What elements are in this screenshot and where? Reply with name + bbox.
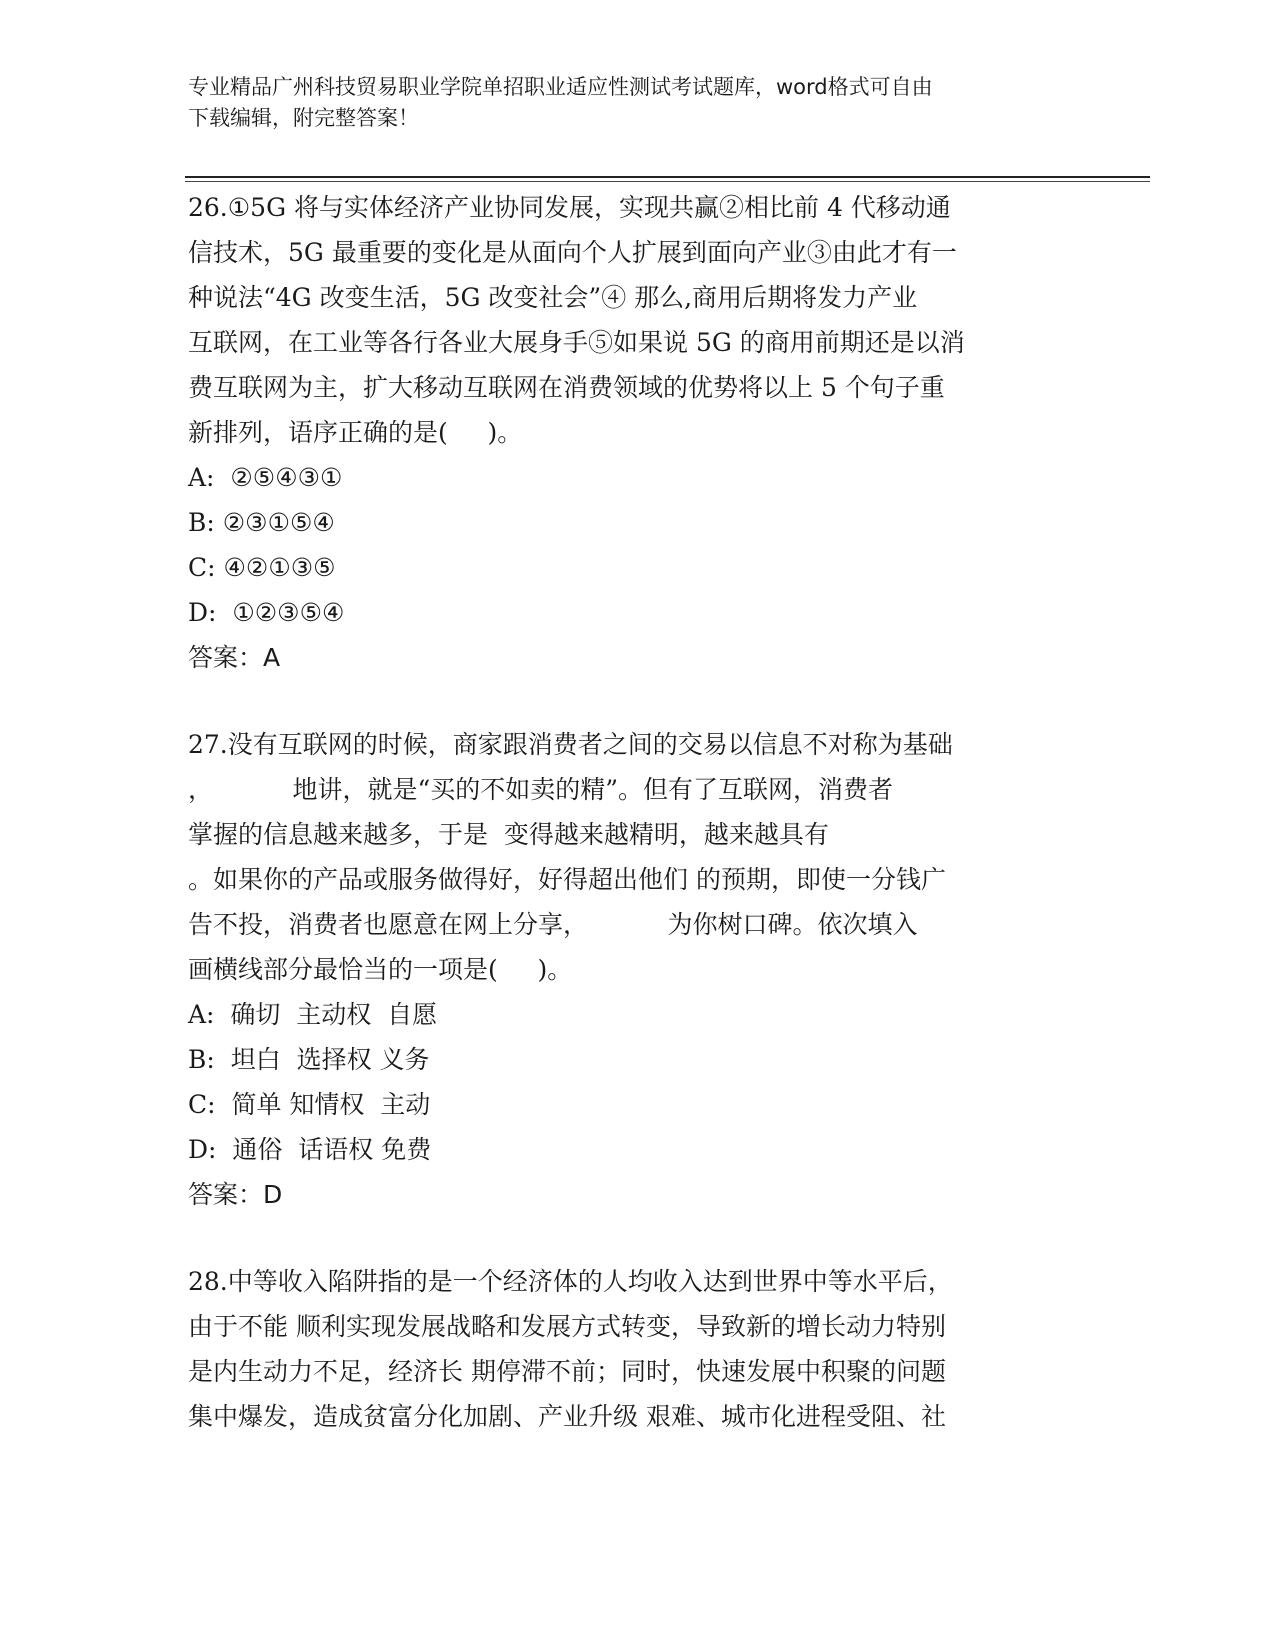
option-c: C: ④②①③⑤	[188, 553, 336, 582]
header-line-2: 下载编辑，附完整答案！	[188, 106, 419, 130]
question-text-line: 告不投，消费者也愿意在网上分享， 为你树口碑。依次填入	[188, 910, 918, 939]
question-text-line: 28.中等收入陷阱指的是一个经济体的人均收入达到世界中等水平后，	[188, 1267, 953, 1296]
question-text-line: 掌握的信息越来越多，于是 变得越来越精明，越来越具有	[188, 820, 829, 849]
question-text-line: 信技术，5G 最重要的变化是从面向个人扩展到面向产业③由此才有一	[188, 238, 957, 267]
option-c: C: 简单 知情权 主动	[188, 1090, 431, 1119]
question-text-line: 。如果你的产品或服务做得好，好得超出他们 的预期，即使一分钱广	[188, 865, 946, 894]
question-text-line: 费互联网为主，扩大移动互联网在消费领域的优势将以上 5 个句子重	[188, 373, 945, 402]
page-header	[188, 72, 1088, 134]
answer-label: 答案：A	[188, 643, 281, 672]
question-text-line: 是内生动力不足，经济长 期停滞不前；同时，快速发展中积聚的问题	[188, 1357, 946, 1386]
question-text-line: 27.没有互联网的时候，商家跟消费者之间的交易以信息不对称为基础	[188, 730, 953, 759]
question-text-line: 集中爆发，造成贫富分化加剧、产业升级 艰难、城市化进程受阻、社	[188, 1402, 946, 1431]
question-text-line: 互联网，在工业等各行各业大展身手⑤如果说 5G 的商用前期还是以消	[188, 328, 965, 357]
question-text-line: 26.①5G 将与实体经济产业协同发展，实现共赢②相比前 4 代移动通	[188, 193, 951, 222]
question-text-line: 画横线部分最恰当的一项是( )。	[188, 955, 573, 984]
question-text-line: 种说法“4G 改变生活，5G 改变社会”④ 那么,商用后期将发力产业	[188, 283, 918, 312]
header-divider-thick	[185, 176, 1150, 178]
header-divider-thin	[185, 181, 1150, 182]
option-b: B: 坦白 选择权 义务	[188, 1045, 430, 1074]
header-line-1: 专业精品广州科技贸易职业学院单招职业适应性测试考试题库，word格式可自由	[188, 75, 933, 99]
option-d: D: ①②③⑤④	[188, 598, 345, 627]
answer-label: 答案：D	[188, 1180, 283, 1209]
question-text-line: ， 地讲，就是“买的不如卖的精”。但有了互联网，消费者	[188, 775, 894, 804]
option-b: B: ②③①⑤④	[188, 508, 335, 537]
option-a: A: 确切 主动权 自愿	[188, 1000, 438, 1029]
question-text-line: 由于不能 顺利实现发展战略和发展方式转变，导致新的增长动力特别	[188, 1312, 946, 1341]
option-a: A: ②⑤④③①	[188, 463, 343, 492]
option-d: D: 通俗 话语权 免费	[188, 1135, 432, 1164]
question-text-line: 新排列，语序正确的是( )。	[188, 418, 523, 447]
